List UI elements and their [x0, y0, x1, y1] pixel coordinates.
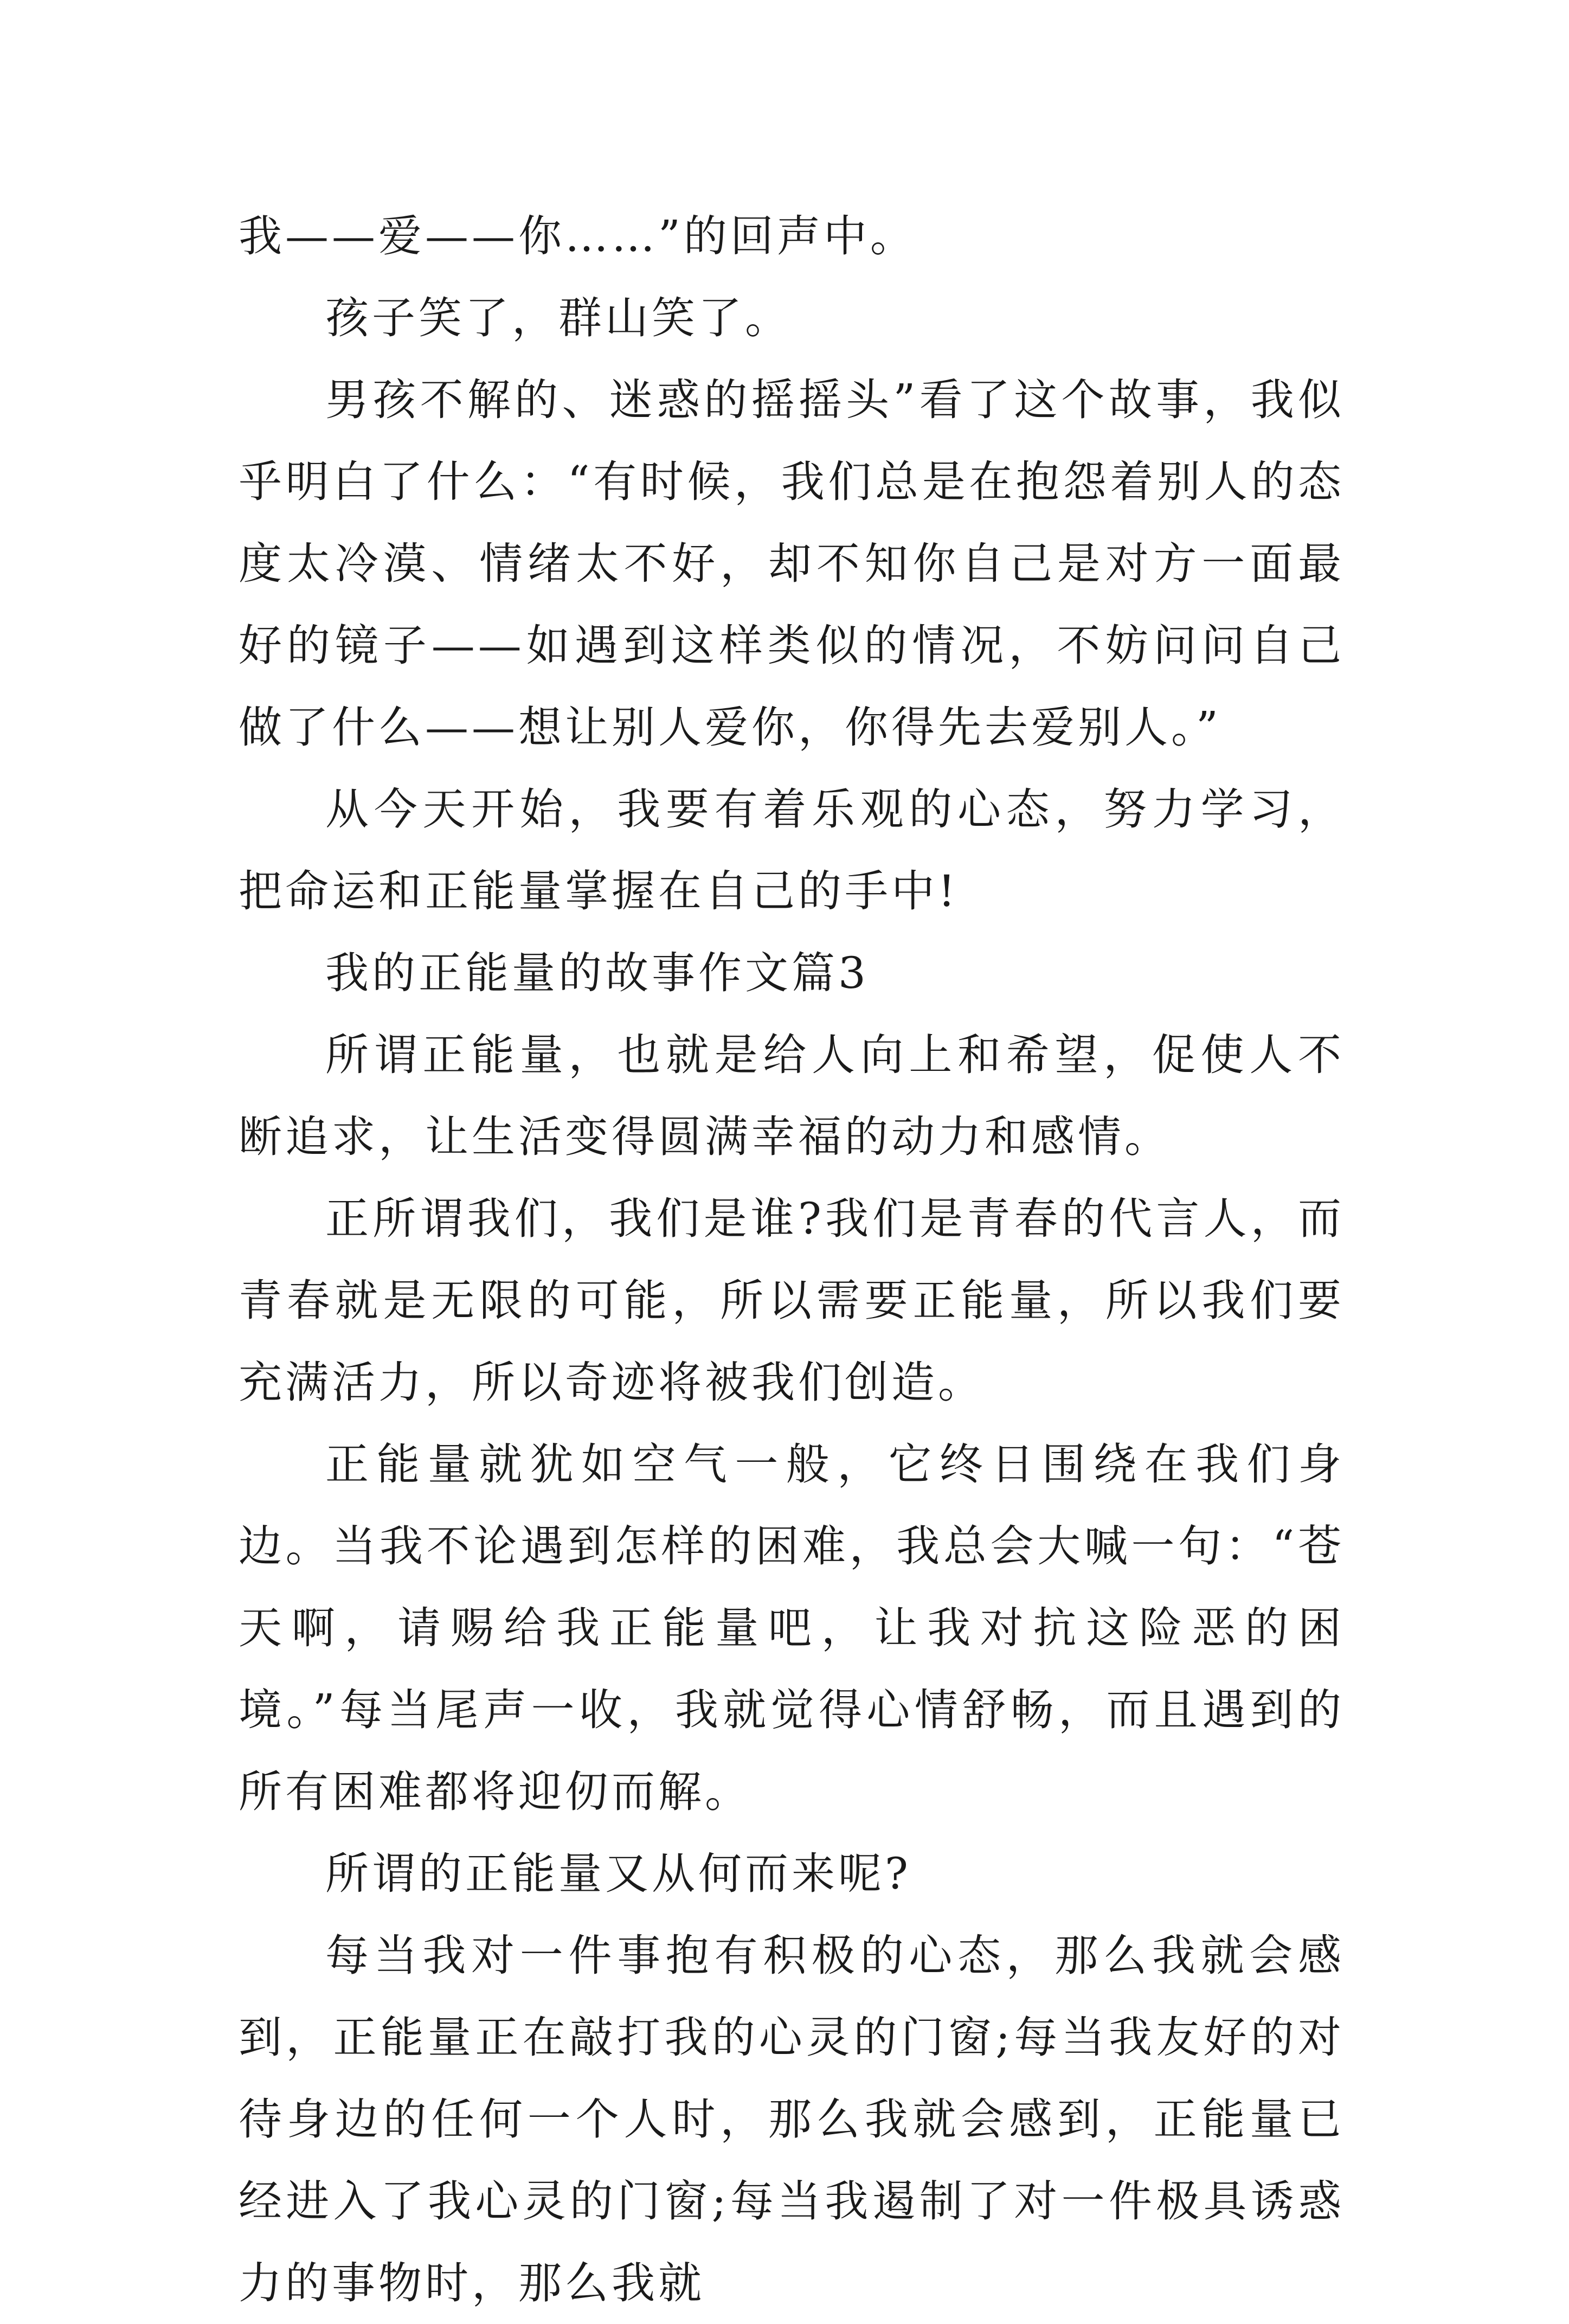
section-heading: 我的正能量的故事作文篇3	[325, 948, 869, 998]
paragraph-1: 我——爱——你……”的回声中。	[239, 211, 917, 261]
paragraph-4: 从今天开始，我要有着乐观的心态，努力学习，把命运和正能量掌握在自己的手中!	[239, 784, 1345, 916]
paragraph-8: 正能量就犹如空气一般，它终日围绕在我们身边。当我不论遇到怎样的困难，我总会大喊一句：“苍天啊，请赐给我正能量吧，让我对抗这险恶的困境。”每当尾声一收，我就觉得心情舒畅，而且遇到的所有困难都将迎仞而解。	[239, 1439, 1345, 1817]
paragraph-6: 所谓正能量，也就是给人向上和希望，促使人不断追求，让生活变得圆满幸福的动力和感情。	[239, 1030, 1345, 1162]
paragraph-3: 男孩不解的、迷惑的摇摇头”看了这个故事，我似乎明白了什么：“有时候，我们总是在抱怨着别人的态度太冷漠、情绪太不好，却不知你自己是对方一面最好的镜子——如遇到这样类似的情况，不妨问问自己做了什么——想让别人爱你，你得先去爱别人。”	[239, 375, 1345, 753]
paragraph-9: 所谓的正能量又从何而来呢?	[325, 1848, 911, 1899]
paragraph-10: 每当我对一件事抱有积极的心态，那么我就会感到，正能量正在敲打我的心灵的门窗;每当我友好的对待身边的任何一个人时，那么我就会感到，正能量已经进入了我心灵的门窗;每当我遏制了对一件极具诱惑力的事物时，那么我就	[239, 1930, 1345, 2308]
paragraph-7: 正所谓我们，我们是谁?我们是青春的代言人，而青春就是无限的可能，所以需要正能量，所以我们要充满活力，所以奇迹将被我们创造。	[239, 1193, 1345, 1408]
paragraph-2: 孩子笑了，群山笑了。	[325, 293, 792, 343]
document-body	[239, 195, 1345, 2324]
